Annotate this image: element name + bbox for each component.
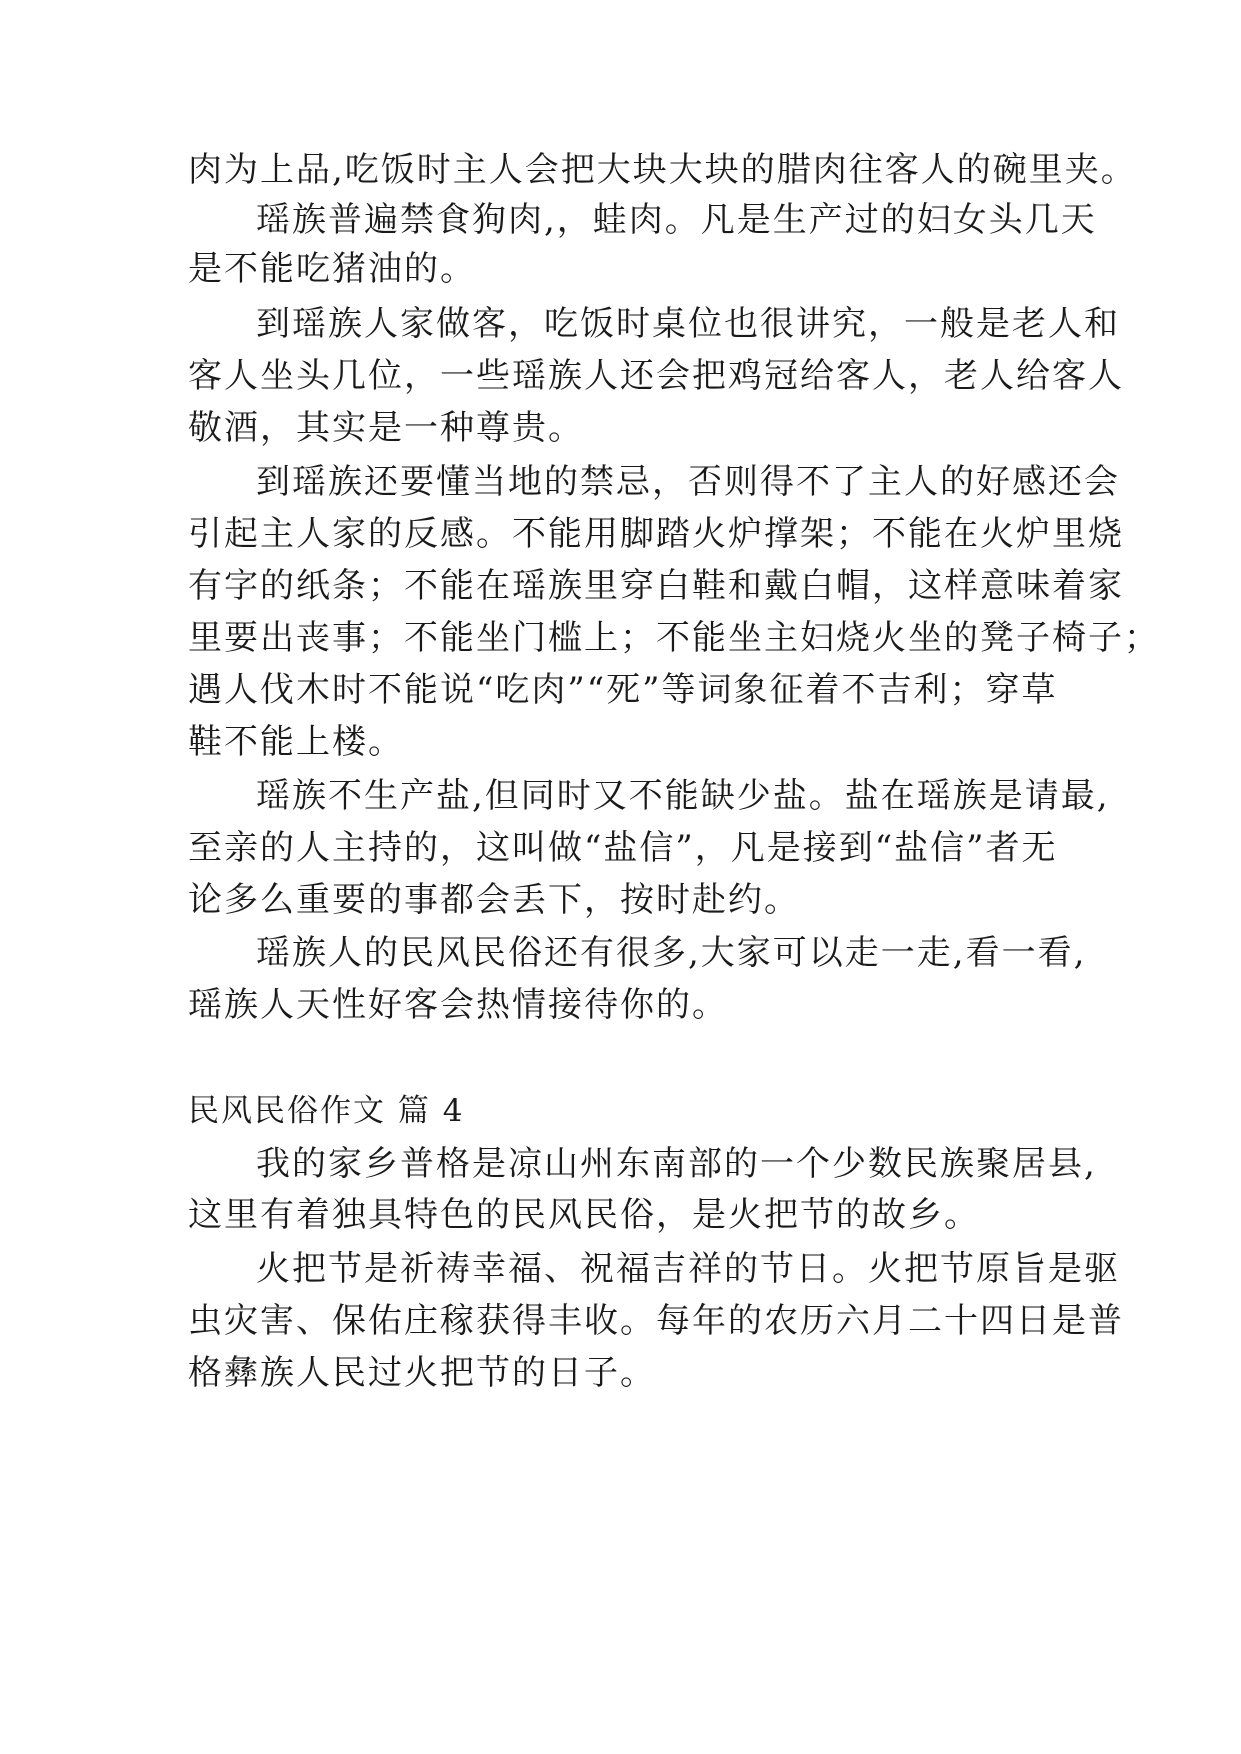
paragraph-line: 客人坐头几位，一些瑶族人还会把鸡冠给客人，老人给客人: [188, 356, 1124, 396]
paragraph-line: 肉为上品,吃饭时主人会把大块大块的腊肉往客人的碗里夹。: [188, 150, 1137, 190]
paragraph-line: 瑶族人的民风民俗还有很多,大家可以走一走,看一看,: [256, 933, 1087, 973]
paragraph-line: 瑶族不生产盐,但同时又不能缺少盐。盐在瑶族是请最,: [256, 776, 1110, 816]
paragraph-line: 里要出丧事；不能坐门槛上；不能坐主妇烧火坐的凳子椅子；: [188, 618, 1160, 658]
paragraph-line: 到瑶族还要懂当地的禁忌，否则得不了主人的好感还会: [256, 462, 1120, 502]
paragraph-line: 遇人伐木时不能说“吃肉”“死”等词象征着不吉利；穿草: [188, 670, 1058, 710]
paragraph-line: 格彝族人民过火把节的日子。: [188, 1353, 656, 1393]
paragraph-line: 我的家乡普格是凉山州东南部的一个少数民族聚居县,: [256, 1144, 1097, 1184]
paragraph-line: 瑶族普遍禁食狗肉,，蛙肉。凡是生产过的妇女头几天: [256, 200, 1097, 240]
paragraph-line: 有字的纸条；不能在瑶族里穿白鞋和戴白帽，这样意味着家: [188, 566, 1124, 606]
paragraph-line: 鞋不能上楼。: [188, 722, 404, 762]
paragraph-line: 火把节是祈祷幸福、祝福吉祥的节日。火把节原旨是驱: [256, 1249, 1120, 1289]
paragraph-line: 引起主人家的反感。不能用脚踏火炉撑架；不能在火炉里烧: [188, 514, 1124, 554]
paragraph-line: 论多么重要的事都会丢下，按时赴约。: [188, 880, 800, 920]
paragraph-line: 瑶族人天性好客会热情接待你的。: [188, 985, 728, 1025]
paragraph-line: 敬酒，其实是一种尊贵。: [188, 408, 584, 448]
paragraph-line: 至亲的人主持的，这叫做“盐信”，凡是接到“盐信”者无: [188, 828, 1058, 868]
paragraph-line: 这里有着独具特色的民风民俗，是火把节的故乡。: [188, 1195, 980, 1235]
paragraph-line: 到瑶族人家做客，吃饭时桌位也很讲究，一般是老人和: [256, 304, 1120, 344]
paragraph-line: 是不能吃猪油的。: [188, 249, 476, 289]
section-heading: 民风民俗作文 篇 4: [188, 1093, 465, 1129]
paragraph-line: 虫灾害、保佑庄稼获得丰收。每年的农历六月二十四日是普: [188, 1301, 1124, 1341]
